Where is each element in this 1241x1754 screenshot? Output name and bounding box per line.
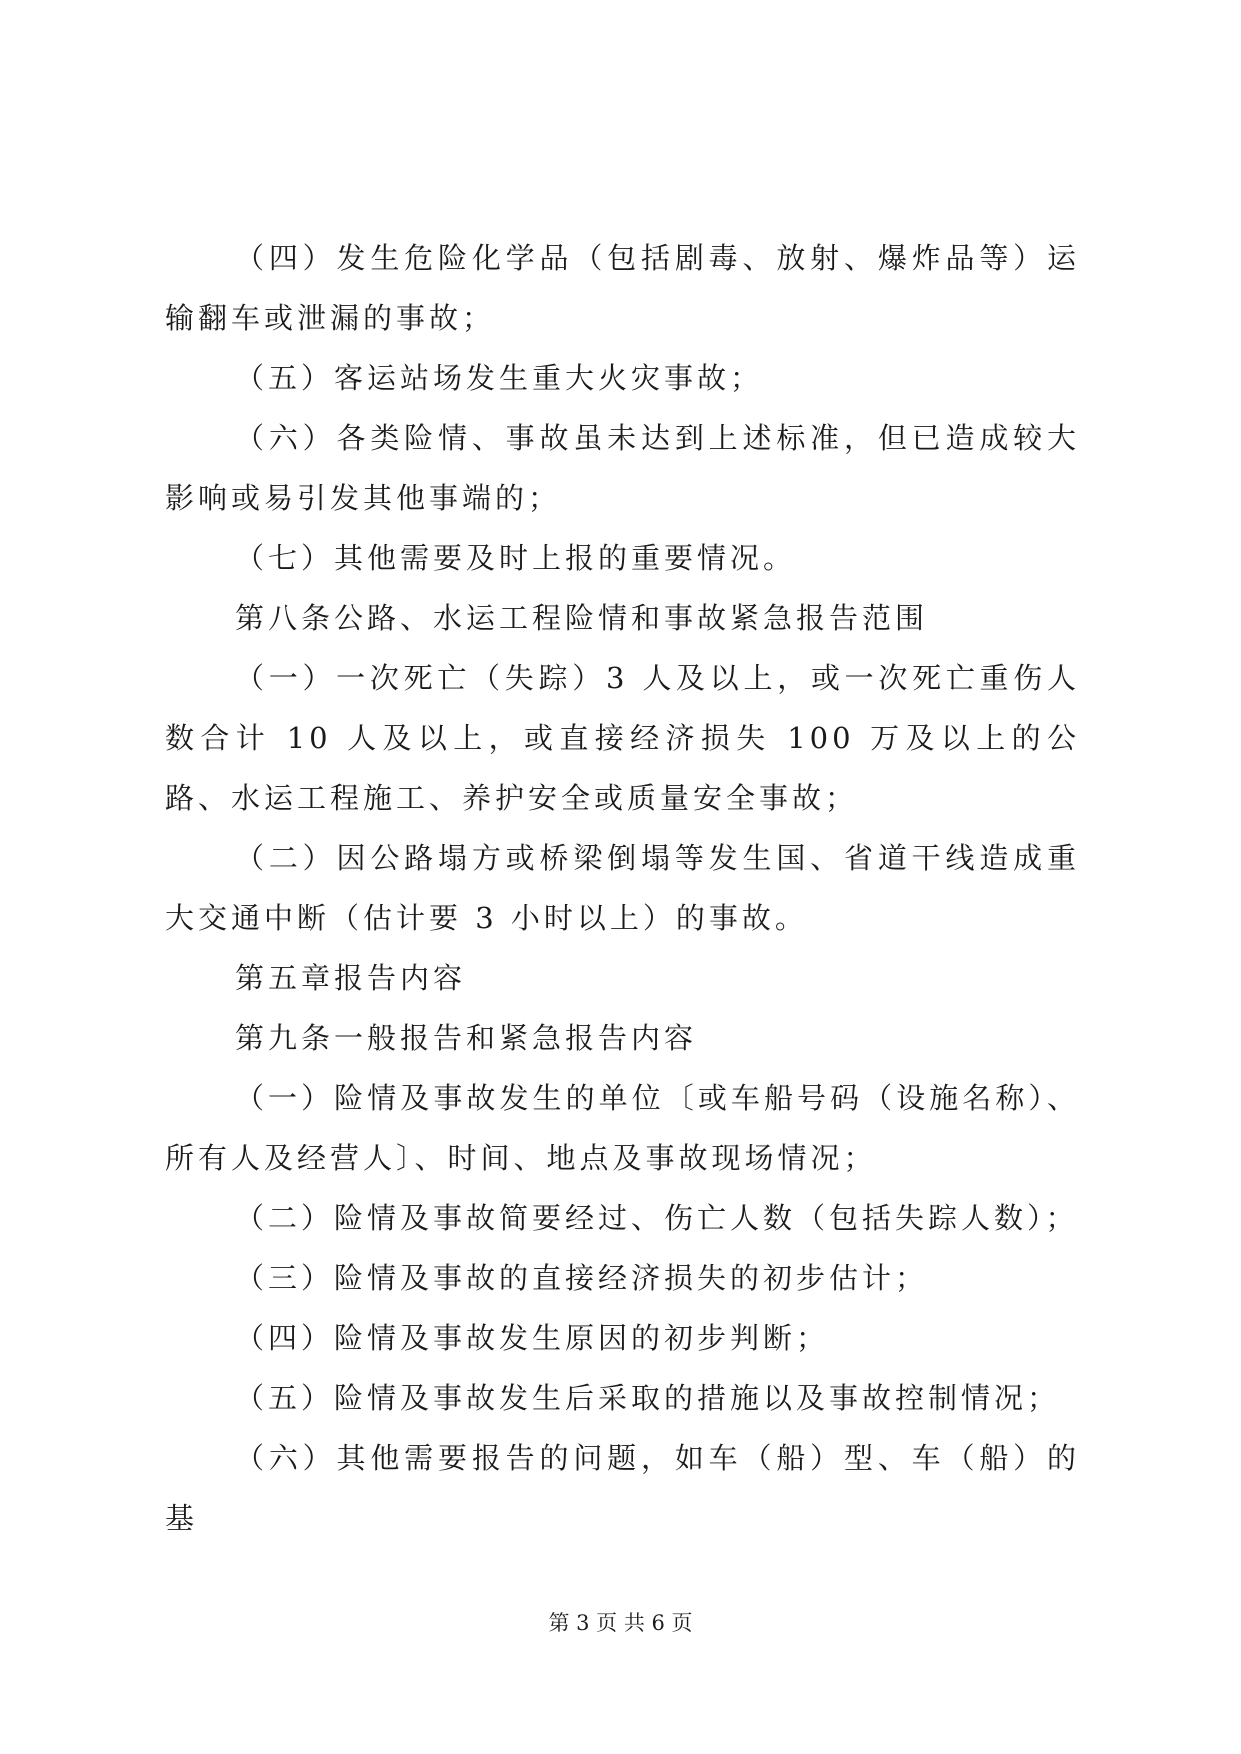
page-footer — [0, 1608, 1241, 1638]
document-body — [165, 228, 1080, 1548]
article-9-heading: 第九条一般报告和紧急报告内容 — [235, 1021, 698, 1055]
article-9-item-4: （四）险情及事故发生原因的初步判断； — [235, 1321, 830, 1355]
article-9-item-5: （五）险情及事故发生后采取的措施以及事故控制情况； — [235, 1381, 1061, 1415]
article-8-item-1: （一）一次死亡（失踪）3 人及以上，或一次死亡重伤人数合计 10 人及以上，或直接经济损失 100 万及以上的公路、水运工程施工、养护安全或质量安全事故； — [165, 661, 1080, 815]
article-9-item-2: （二）险情及事故简要经过、伤亡人数（包括失踪人数）； — [235, 1201, 1079, 1235]
article-9-item-3: （三）险情及事故的直接经济损失的初步估计； — [235, 1261, 929, 1295]
paragraph-item-6: （六）各类险情、事故虽未达到上述标准，但已造成较大影响或易引发其他事端的； — [165, 421, 1080, 515]
chapter-5-heading: 第五章报告内容 — [235, 961, 467, 995]
page-number: 第 3 页 共 6 页 — [548, 1611, 693, 1635]
article-9-item-1: （一）险情及事故发生的单位〔或车船号码（设施名称）、所有人及经营人〕、时间、地点及事故现场情况； — [165, 1081, 1080, 1175]
article-8-heading: 第八条公路、水运工程险情和事故紧急报告范围 — [235, 601, 929, 635]
article-9-item-6: （六）其他需要报告的问题，如车（船）型、车（船）的基 — [165, 1441, 1080, 1535]
article-8-item-2: （二）因公路塌方或桥梁倒塌等发生国、省道干线造成重大交通中断（估计要 3 小时以上）的事故。 — [165, 841, 1080, 935]
paragraph-item-4: （四）发生危险化学品（包括剧毒、放射、爆炸品等）运输翻车或泄漏的事故； — [165, 241, 1080, 335]
paragraph-item-5: （五）客运站场发生重大火灾事故； — [235, 361, 764, 395]
paragraph-item-7: （七）其他需要及时上报的重要情况。 — [235, 541, 797, 575]
